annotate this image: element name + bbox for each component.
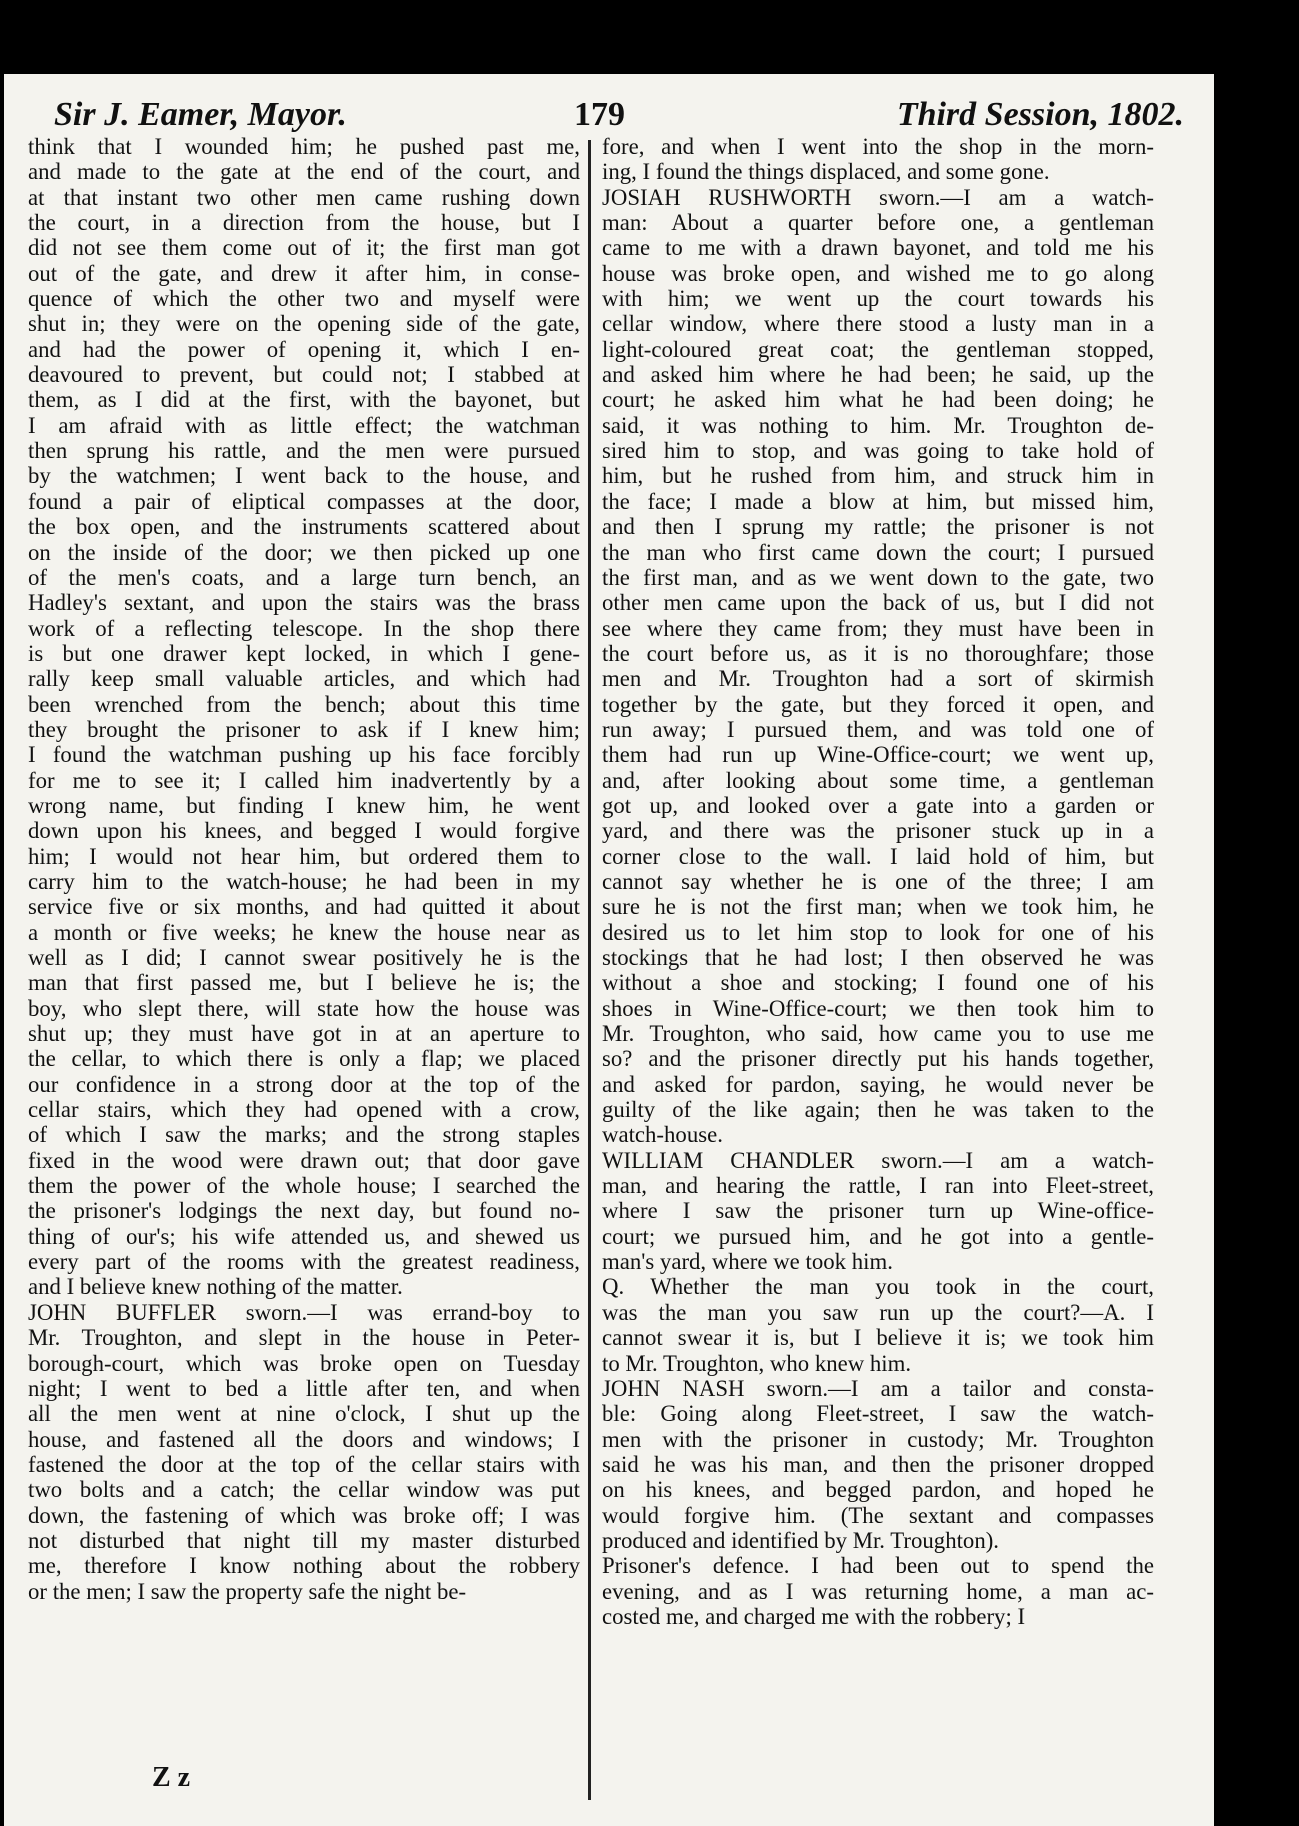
text-line: and had the power of opening it, which I en- bbox=[28, 336, 580, 362]
text-line: they brought the prisoner to ask if I knew him; bbox=[28, 716, 580, 742]
text-line: cellar window, where there stood a lusty man in a bbox=[602, 311, 1154, 337]
text-line: down upon his knees, and begged I would forgive bbox=[28, 818, 580, 844]
text-line: other men came upon the back of us, but I did not bbox=[602, 590, 1154, 616]
text-line: and I believe knew nothing of the matter. bbox=[28, 1274, 403, 1300]
text-line: got up, and looked over a gate into a garden or bbox=[602, 792, 1154, 818]
text-line: quence of which the other two and myself were bbox=[28, 286, 580, 312]
page-number: 179 bbox=[574, 96, 625, 133]
text-line: fore, and when I went into the shop in the morn- bbox=[602, 134, 1154, 159]
text-line: men with the prisoner in custody; Mr. Troughton bbox=[602, 1426, 1154, 1452]
text-line: fastened the door at the top of the cellar stairs with bbox=[28, 1451, 580, 1477]
text-line: Prisoner's defence. I had been out to spend the bbox=[602, 1553, 1154, 1579]
text-line: man's yard, where we took him. bbox=[602, 1249, 893, 1275]
text-line: see where they came from; they must have been in bbox=[602, 615, 1154, 641]
text-line: the box open, and the instruments scattered about bbox=[28, 514, 580, 540]
column-divider bbox=[588, 140, 591, 1800]
text-line: night; I went to bed a little after ten, and when bbox=[28, 1375, 580, 1401]
text-line: for me to see it; I called him inadvertently by a bbox=[28, 767, 580, 793]
text-line: men and Mr. Troughton had a sort of skirmish bbox=[602, 666, 1154, 692]
text-line: of the men's coats, and a large turn bench, an bbox=[28, 564, 580, 590]
text-line: JOSIAH RUSHWORTH sworn.—I am a watch- bbox=[602, 184, 1154, 210]
text-line: work of a reflecting telescope. In the shop there bbox=[28, 615, 580, 641]
text-line: to Mr. Troughton, who knew him. bbox=[602, 1350, 912, 1376]
text-line: boy, who slept there, will state how the house was bbox=[28, 995, 580, 1021]
text-line: out of the gate, and drew it after him, in conse- bbox=[28, 260, 580, 286]
text-line: court; he asked him what he had been doing; he bbox=[602, 387, 1154, 413]
header-right: Third Session, 1802. bbox=[896, 96, 1184, 133]
text-line: and made to the gate at the end of the court, and bbox=[28, 159, 580, 185]
text-line: him; I would not hear him, but ordered them to bbox=[28, 843, 580, 869]
text-line: been wrenched from the bench; about this time bbox=[28, 691, 580, 717]
text-line: shoes in Wine-Office-court; we then took him to bbox=[602, 995, 1154, 1021]
header-left: Sir J. Eamer, Mayor. bbox=[54, 96, 347, 133]
text-line: and asked for pardon, saying, he would never be bbox=[602, 1071, 1154, 1097]
text-line: them the power of the whole house; I searched the bbox=[28, 1173, 580, 1199]
text-line: is but one drawer kept locked, in which I gene- bbox=[28, 640, 580, 666]
text-line: desired us to let him stop to look for one of his bbox=[602, 919, 1154, 945]
text-line: light-coloured great coat; the gentleman stopped, bbox=[602, 336, 1154, 362]
text-line: all the men went at nine o'clock, I shut up the bbox=[28, 1401, 580, 1427]
text-line: Hadley's sextant, and upon the stairs was the brass bbox=[28, 590, 580, 616]
text-line: service five or six months, and had quitted it about bbox=[28, 894, 580, 920]
text-line: every part of the rooms with the greatest readiness, bbox=[28, 1249, 580, 1275]
text-line: at that instant two other men came rushing down bbox=[28, 184, 580, 210]
text-line: stockings that he had lost; I then observed he was bbox=[602, 945, 1154, 970]
text-line: the prisoner's lodgings the next day, but found no- bbox=[28, 1198, 580, 1224]
text-line: costed me, and charged me with the robbery; I bbox=[602, 1603, 1026, 1629]
text-line: I am afraid with as little effect; the watchman bbox=[28, 412, 580, 438]
text-line: evening, and as I was returning home, a man ac- bbox=[602, 1578, 1154, 1604]
text-line: carry him to the watch-house; he had been in my bbox=[28, 868, 580, 894]
text-line: was the man you saw run up the court?—A. I bbox=[602, 1299, 1154, 1325]
text-line: the face; I made a blow at him, but missed him, bbox=[602, 488, 1154, 514]
text-line: them, as I did at the first, with the bayonet, but bbox=[28, 387, 580, 413]
text-line: cellar stairs, which they had opened with a crow, bbox=[28, 1097, 580, 1123]
text-line: house, and fastened all the doors and windows; I bbox=[28, 1426, 580, 1452]
text-line: shut in; they were on the opening side of the gate, bbox=[28, 311, 580, 337]
text-line: sired him to stop, and was going to take hold of bbox=[602, 438, 1154, 464]
document-page bbox=[4, 74, 1214, 1826]
text-line: together by the gate, but they forced it open, and bbox=[602, 691, 1154, 717]
text-line: where I saw the prisoner turn up Wine-office- bbox=[602, 1198, 1154, 1224]
text-line: cannot say whether he is one of the three; I am bbox=[602, 868, 1154, 894]
text-line: yard, and there was the prisoner stuck up in a bbox=[602, 818, 1154, 844]
text-line: our confidence in a strong door at the top of the bbox=[28, 1071, 580, 1097]
text-line: Mr. Troughton, who said, how came you to use me bbox=[602, 1021, 1154, 1047]
text-line: cannot swear it is, but I believe it is; we took him bbox=[602, 1325, 1154, 1351]
text-line: them had run up Wine-Office-court; we went up, bbox=[602, 742, 1154, 768]
text-line: down, the fastening of which was broke off; I was bbox=[28, 1502, 580, 1528]
text-line: me, therefore I know nothing about the robbery bbox=[28, 1553, 580, 1579]
text-line: guilty of the like again; then he was taken to the bbox=[602, 1097, 1154, 1123]
text-line: Mr. Troughton, and slept in the house in Peter- bbox=[28, 1325, 580, 1351]
text-line: and then I sprung my rattle; the prisoner is not bbox=[602, 514, 1154, 540]
text-line: with him; we went up the court towards his bbox=[602, 286, 1154, 312]
text-line: well as I did; I cannot swear positively he is the bbox=[28, 945, 580, 970]
text-line: came to me with a drawn bayonet, and told me his bbox=[602, 235, 1154, 261]
text-line: think that I wounded him; he pushed past me, bbox=[28, 134, 580, 159]
text-line: on the inside of the door; we then picked up one bbox=[28, 539, 580, 565]
text-line: shut up; they must have got in at an aperture to bbox=[28, 1021, 580, 1047]
text-line: man: About a quarter before one, a gentleman bbox=[602, 210, 1154, 236]
text-line: watch-house. bbox=[602, 1122, 723, 1148]
text-line: or the men; I saw the property safe the night be- bbox=[28, 1578, 467, 1604]
text-line: the man who first came down the court; I pursued bbox=[602, 539, 1154, 565]
text-line: deavoured to prevent, but could not; I stabbed at bbox=[28, 362, 580, 388]
text-line: JOHN BUFFLER sworn.—I was errand-boy to bbox=[28, 1299, 580, 1325]
right-column bbox=[602, 134, 1154, 1629]
text-line: a month or five weeks; he knew the house near as bbox=[28, 919, 580, 945]
text-line: him, but he rushed from him, and struck him in bbox=[602, 463, 1154, 489]
text-line: WILLIAM CHANDLER sworn.—I am a watch- bbox=[602, 1147, 1154, 1173]
left-column bbox=[28, 134, 580, 1604]
text-line: said, it was nothing to him. Mr. Troughton de- bbox=[602, 412, 1154, 438]
text-line: the cellar, to which there is only a flap; we placed bbox=[28, 1046, 580, 1072]
text-line: ble: Going along Fleet-street, I saw the watch- bbox=[602, 1401, 1154, 1427]
text-line: house was broke open, and wished me to go along bbox=[602, 260, 1154, 286]
text-line: court; we pursued him, and he got into a gentle- bbox=[602, 1223, 1154, 1249]
text-line: two bolts and a catch; the cellar window was put bbox=[28, 1477, 580, 1503]
text-line: JOHN NASH sworn.—I am a tailor and consta- bbox=[602, 1375, 1154, 1401]
text-line: thing of our's; his wife attended us, and shewed us bbox=[28, 1223, 580, 1249]
text-line: then sprung his rattle, and the men were pursued bbox=[28, 438, 580, 464]
text-line: rally keep small valuable articles, and which had bbox=[28, 666, 580, 692]
text-line: the first man, and as we went down to the gate, two bbox=[602, 564, 1154, 590]
text-line: without a shoe and stocking; I found one of his bbox=[602, 970, 1154, 996]
text-line: the court, in a direction from the house, but I bbox=[28, 210, 580, 236]
text-line: sure he is not the first man; when we took him, he bbox=[602, 894, 1154, 920]
catchword: Z z bbox=[152, 1762, 191, 1793]
text-line: of which I saw the marks; and the strong staples bbox=[28, 1122, 580, 1148]
text-line: I found the watchman pushing up his face forcibly bbox=[28, 742, 580, 768]
text-line: borough-court, which was broke open on Tuesday bbox=[28, 1350, 580, 1376]
text-line: corner close to the wall. I laid hold of him, but bbox=[602, 843, 1154, 869]
text-line: man, and hearing the rattle, I ran into Fleet-street, bbox=[602, 1173, 1154, 1199]
text-line: did not see them come out of it; the first man got bbox=[28, 235, 580, 261]
text-line: and, after looking about some time, a gentleman bbox=[602, 767, 1154, 793]
text-line: said he was his man, and then the prisoner dropped bbox=[602, 1451, 1154, 1477]
text-line: found a pair of eliptical compasses at the door, bbox=[28, 488, 580, 514]
text-line: so? and the prisoner directly put his hands together, bbox=[602, 1046, 1154, 1072]
text-line: on his knees, and begged pardon, and hoped he bbox=[602, 1477, 1154, 1503]
text-line: wrong name, but finding I knew him, he went bbox=[28, 792, 580, 818]
text-line: fixed in the wood were drawn out; that door gave bbox=[28, 1147, 580, 1173]
text-line: and asked him where he had been; he said, up the bbox=[602, 362, 1154, 388]
text-line: would forgive him. (The sextant and compasses bbox=[602, 1502, 1154, 1528]
text-line: man that first passed me, but I believe he is; the bbox=[28, 970, 580, 996]
text-line: by the watchmen; I went back to the house, and bbox=[28, 463, 580, 489]
text-line: run away; I pursued them, and was told one of bbox=[602, 716, 1154, 742]
text-line: Q. Whether the man you took in the court, bbox=[602, 1274, 1154, 1300]
text-line: the court before us, as it is no thoroughfare; those bbox=[602, 640, 1154, 666]
text-line: not disturbed that night till my master disturbed bbox=[28, 1527, 580, 1553]
text-line: ing, I found the things displaced, and some gone. bbox=[602, 159, 1050, 185]
text-line: produced and identified by Mr. Troughton). bbox=[602, 1527, 1000, 1553]
